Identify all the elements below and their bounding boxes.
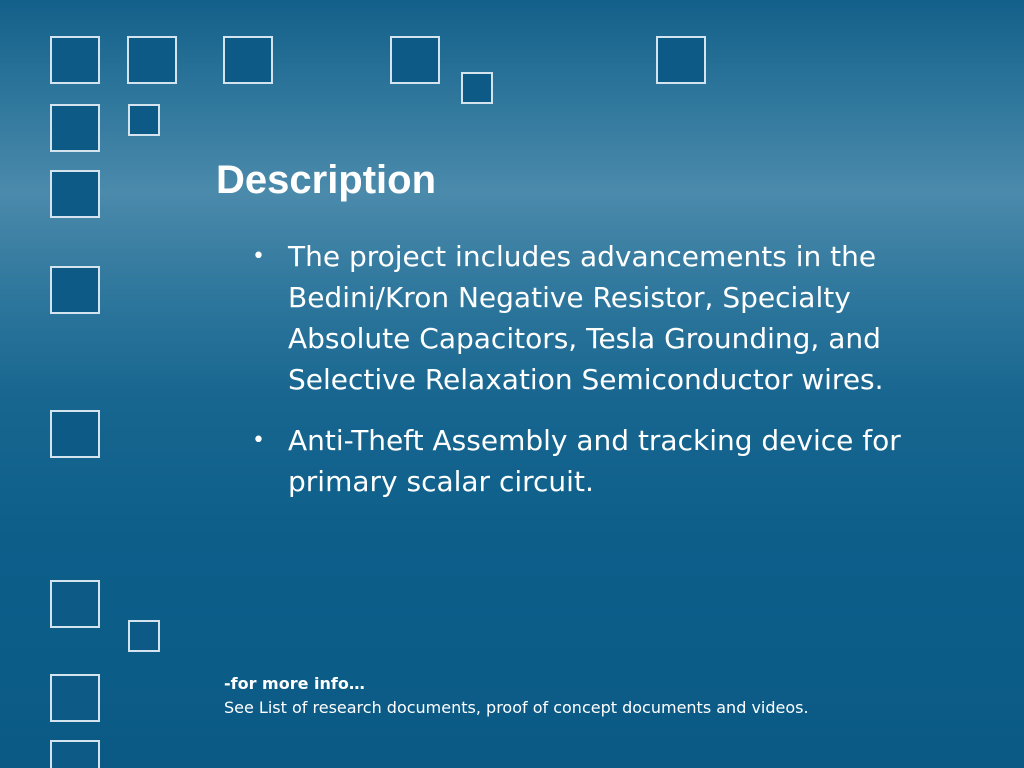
decorative-square	[50, 170, 100, 218]
bullet-marker: •	[252, 244, 265, 269]
bullet-text: Anti-Theft Assembly and tracking device for primary scalar circuit.	[288, 424, 901, 498]
bullet-item	[252, 420, 942, 502]
bullet-list	[252, 236, 942, 522]
decorative-square	[223, 36, 273, 84]
decorative-square	[50, 104, 100, 152]
decorative-square	[50, 266, 100, 314]
slide-title: Description	[216, 158, 437, 202]
decorative-square	[50, 36, 100, 84]
bullet-text: The project includes advancements in the Bedini/Kron Negative Resistor, Specialty Absolute Capacitors, Tesla Grounding, and Selective Relaxation Semiconductor wires.	[288, 240, 884, 396]
bullet-marker: •	[252, 428, 265, 453]
decorative-square	[50, 410, 100, 458]
footer-text: See List of research documents, proof of concept documents and videos.	[224, 698, 809, 717]
footer-note	[224, 672, 809, 720]
decorative-square	[656, 36, 706, 84]
decorative-square	[128, 620, 160, 652]
bullet-item	[252, 236, 942, 400]
decorative-square	[50, 674, 100, 722]
decorative-square	[390, 36, 440, 84]
more-info-label: -for more info…	[224, 674, 365, 693]
decorative-square	[127, 36, 177, 84]
decorative-square	[50, 580, 100, 628]
decorative-square	[128, 104, 160, 136]
decorative-square	[50, 740, 100, 768]
decorative-square	[461, 72, 493, 104]
